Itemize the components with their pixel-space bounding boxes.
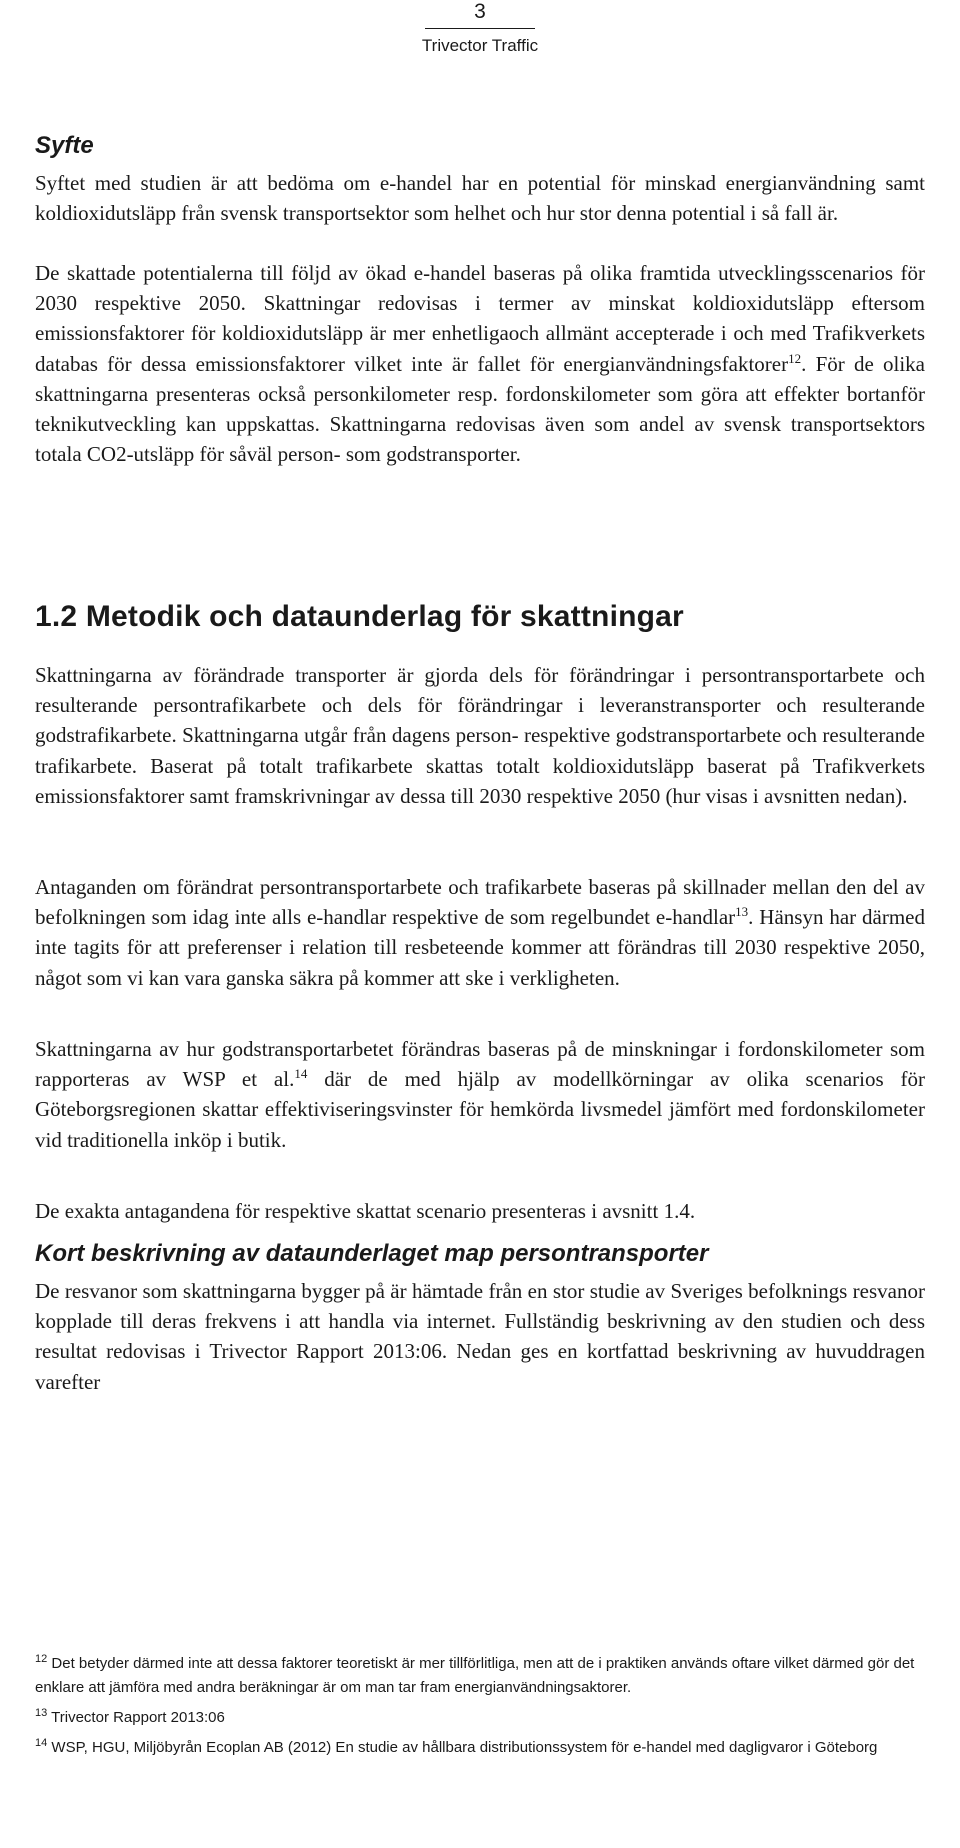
header-divider [425, 28, 535, 29]
footnote-ref-12[interactable]: 12 [788, 350, 802, 366]
syfte-heading: Syfte [35, 132, 94, 159]
section-paragraph-3 [35, 1034, 925, 1155]
footnote-text: Det betyder därmed inte att dessa faktorer teoretiskt är mer tillförlitliga, men att de i praktiken används oftare vilket därmed gör det enklare att jämföra med andra beräkningar är om man tar fram energianvändningsaktorer. [35, 1655, 915, 1696]
section-p2-text-b: . Hänsyn har därmed inte tagits för att preferenser i relation till resbeteende kommer att förändras till 2030 respektive 2050, något som vi kan vara ganska säkra på kommer att ske i verkligheten. [35, 905, 925, 990]
footnote-number: 14 [35, 1737, 48, 1749]
header-organization: Trivector Traffic [421, 36, 539, 55]
section-p1-text: Skattningarna av förändrade transporter är gjorda dels för förändringar i persontransportarbete och resulterande persontrafikarbete och dels för förändringar i leveranstransporter och resulterande godstrafikarbete. Skattningarna utgår från dagens person- respektive godstransportarbete och resulterande trafikarbete. Baserat på totalt trafikarbete skattas totalt koldioxidutsläpp baserat på Trafikverkets emissionsfaktorer samt framskrivningar av dessa till 2030 respektive 2050 (hur visas i avsnitten nedan). [35, 663, 925, 808]
section-heading: 1.2 Metodik och dataunderlag för skattningar [35, 600, 684, 633]
subsection-paragraph-1 [35, 1276, 925, 1397]
section-p4-text: De exakta antagandena för respektive skattat scenario presenteras i avsnitt 1.4. [35, 1199, 696, 1223]
footnote-12 [35, 1652, 925, 1700]
footnote-text: WSP, HGU, Miljöbyrån Ecoplan AB (2012) En studie av hållbara distributionssystem för e-handel med dagligvaror i Göteborg [51, 1739, 878, 1756]
syfte-p2-text-a: De skattade potentialerna till följd av ökad e-handel baseras på olika framtida utvecklingsscenarios för 2030 respektive 2050. Skattningar redovisas i termer av minskat koldioxidutsläpp eftersom emissionsfaktorer för koldioxidutsläpp är mer enhetligaoch allmänt accepterade i och med Trafikverkets databas för dessa emissionsfaktorer vilket inte är fallet för energianvändningsfaktorer [35, 261, 925, 376]
section-p3-text-a: Skattningarna av hur godstransportarbetet förändras baseras på de minskningar i fordonskilometer som rapporteras av WSP et al. [35, 1037, 925, 1092]
syfte-paragraph-2 [35, 258, 925, 469]
section-paragraph-1 [35, 660, 925, 811]
section-paragraph-2 [35, 872, 925, 993]
footnote-ref-14[interactable]: 14 [294, 1066, 308, 1082]
section-p3-text-b: där de med hjälp av modellkörningar av olika scenarios för Göteborgsregionen skattar effektiviseringsvinster för hemkörda livsmedel jämfört med fordonskilometer vid traditionella inköp i butik. [35, 1067, 925, 1152]
footnotes [35, 1652, 925, 1766]
footnote-text: Trivector Rapport 2013:06 [51, 1709, 225, 1726]
page-number: 3 [474, 0, 486, 23]
syfte-p2-text-b: . För de olika skattningarna presenteras också personkilometer resp. fordonskilometer som göra att effekter bortanför teknikutveckling kan uppskattas. Skattningarna redovisas även som andel av svensk transportsektors totala CO2-utsläpp för såväl person- som godstransporter. [35, 351, 926, 467]
subsection-p1-text: De resvanor som skattningarna bygger på är hämtade från en stor studie av Sveriges befolknings resvanor kopplade till deras frekvens i att handla via internet. Fullständig beskrivning av den studien och dess resultat redovisas i Trivector Rapport 2013:06. Nedan ges en kortfattad beskrivning av huvuddragen varefter [35, 1279, 925, 1394]
syfte-p1-text: Syftet med studien är att bedöma om e-handel har en potential för minskad energianvändning samt koldioxidutsläpp från svensk transportsektor som helhet och hur stor denna potential i så fall är. [35, 171, 925, 226]
syfte-paragraph-1 [35, 168, 925, 228]
section-paragraph-4 [35, 1196, 925, 1226]
footnote-14 [35, 1736, 925, 1760]
footnote-number: 12 [35, 1653, 48, 1665]
section-p2-text-a: Antaganden om förändrat persontransportarbete och trafikarbete baseras på skillnader mellan den del av befolkningen som idag inte alls e-handlar respektive de som regelbundet e-handlar [35, 875, 925, 930]
footnote-number: 13 [35, 1707, 48, 1719]
subsection-heading: Kort beskrivning av dataunderlaget map persontransporter [35, 1240, 709, 1267]
footnote-13 [35, 1706, 925, 1730]
footnote-ref-13[interactable]: 13 [735, 904, 749, 920]
